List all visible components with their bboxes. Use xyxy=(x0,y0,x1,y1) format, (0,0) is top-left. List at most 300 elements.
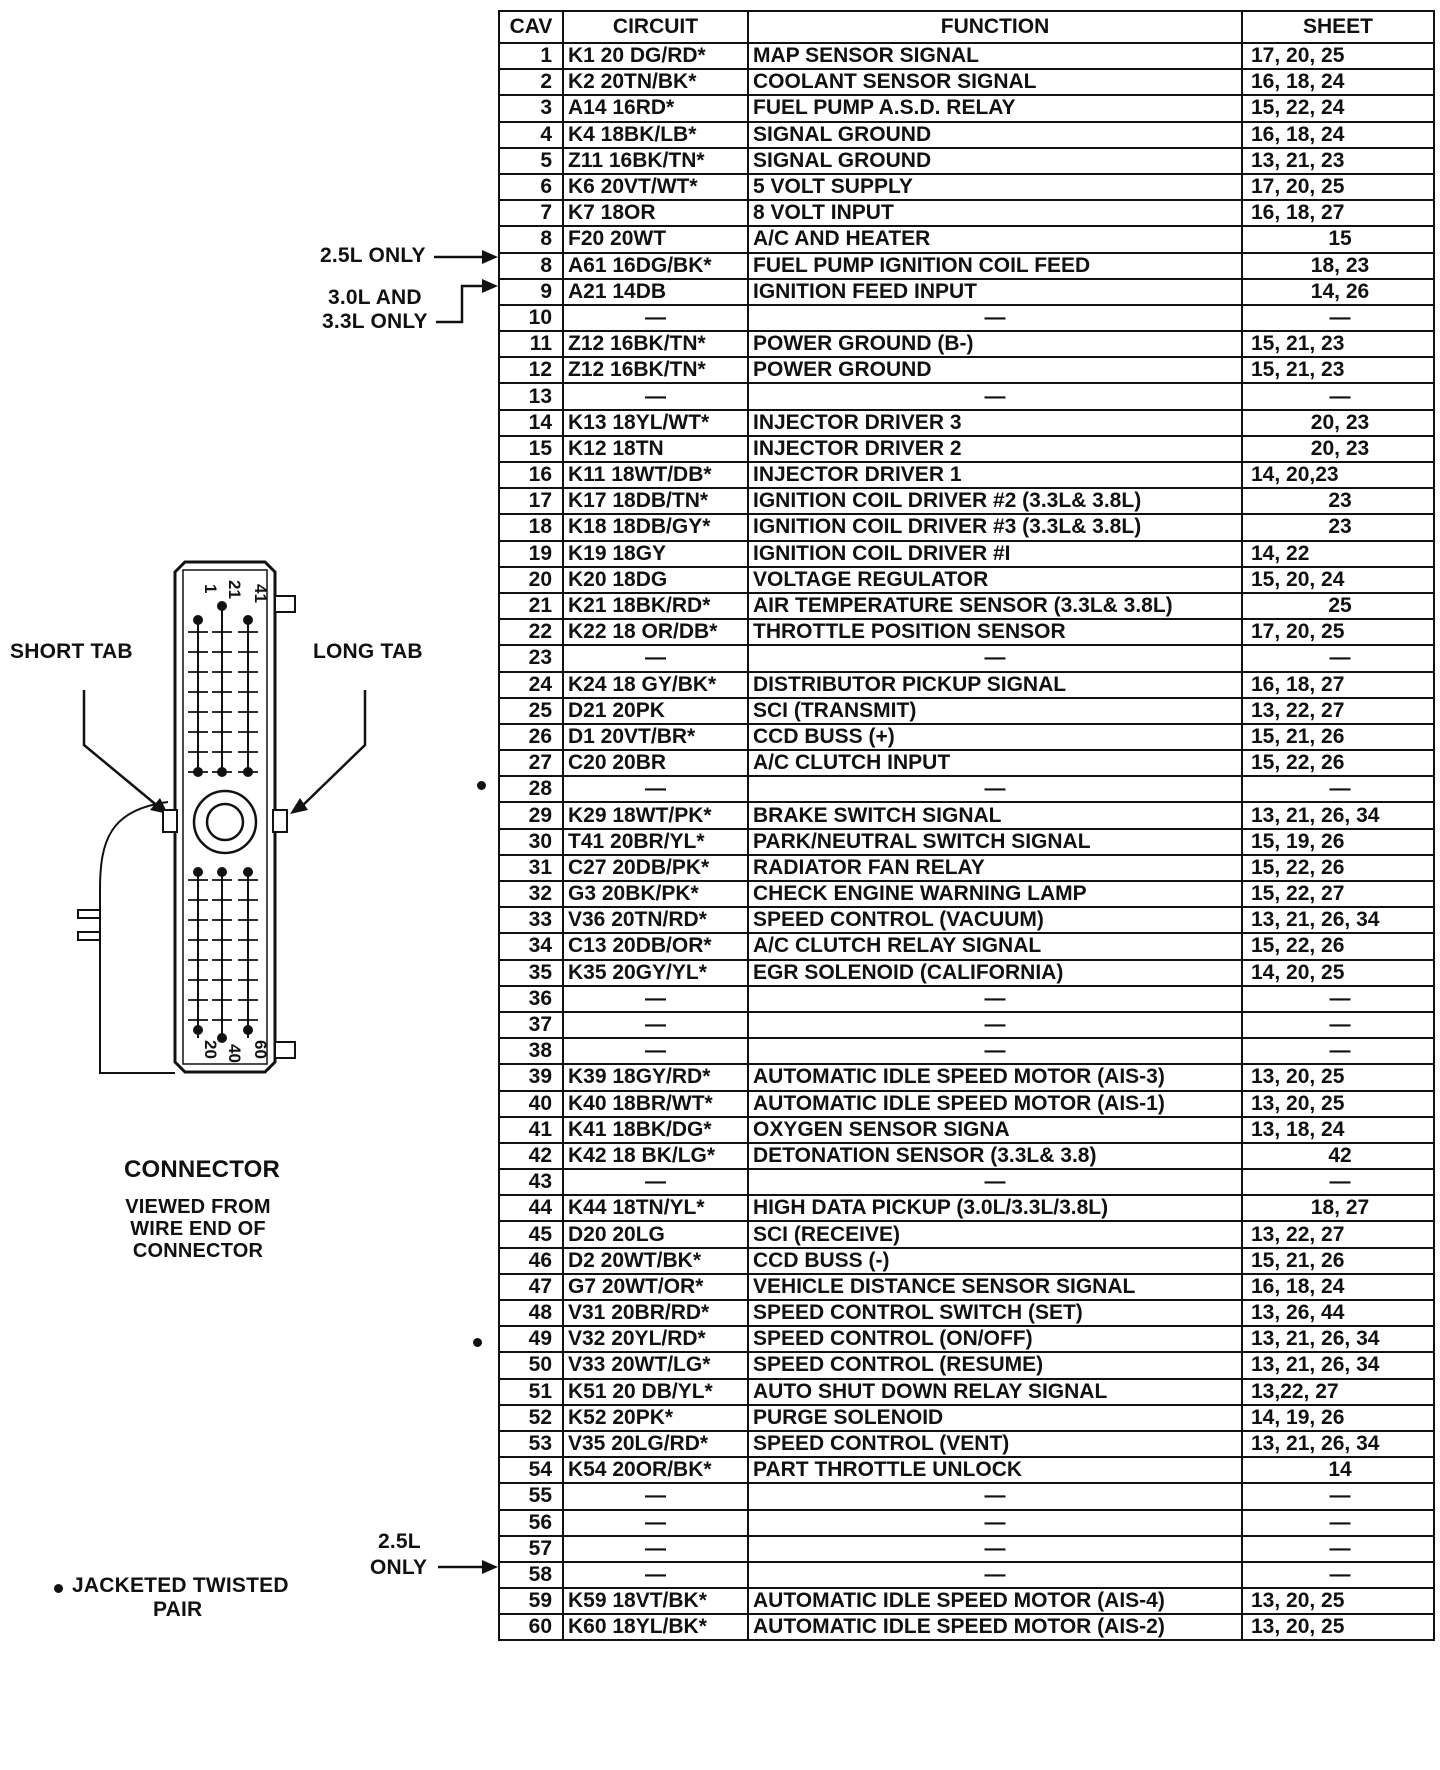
cell-sheet: 16, 18, 27 xyxy=(1242,200,1434,226)
cell-function: 5 VOLT SUPPLY xyxy=(748,174,1242,200)
cell-cav: 21 xyxy=(499,593,563,619)
table-row xyxy=(499,1483,1434,1509)
cell-function: SPEED CONTROL (ON/OFF) xyxy=(748,1326,1242,1352)
cell-circuit: — xyxy=(563,1169,748,1195)
cell-function: PARK/NEUTRAL SWITCH SIGNAL xyxy=(748,829,1242,855)
cell-circuit: K20 18DG xyxy=(563,567,748,593)
cell-sheet: — xyxy=(1242,1169,1434,1195)
cell-function: POWER GROUND xyxy=(748,357,1242,383)
cell-circuit: V33 20WT/LG* xyxy=(563,1352,748,1378)
cell-cav: 24 xyxy=(499,672,563,698)
short-tab-label: SHORT TAB xyxy=(10,640,133,663)
cell-cav: 53 xyxy=(499,1431,563,1457)
table-row xyxy=(499,1169,1434,1195)
annotation-30-33-arrow xyxy=(432,276,498,328)
cell-circuit: F20 20WT xyxy=(563,226,748,252)
cell-circuit: — xyxy=(563,645,748,671)
cell-sheet: 18, 27 xyxy=(1242,1195,1434,1221)
table-row xyxy=(499,410,1434,436)
cell-sheet: 13, 20, 25 xyxy=(1242,1091,1434,1117)
header-circuit: CIRCUIT xyxy=(563,11,748,43)
cell-sheet: — xyxy=(1242,383,1434,409)
legend-line1: JACKETED TWISTED xyxy=(72,1574,289,1597)
cell-circuit: K24 18 GY/BK* xyxy=(563,672,748,698)
cell-sheet: 14, 20,23 xyxy=(1242,462,1434,488)
cell-cav: 35 xyxy=(499,960,563,986)
table-row xyxy=(499,1431,1434,1457)
table-row xyxy=(499,1195,1434,1221)
table-row xyxy=(499,541,1434,567)
cell-cav: 19 xyxy=(499,541,563,567)
header-function: FUNCTION xyxy=(748,11,1242,43)
cell-function: — xyxy=(748,305,1242,331)
cell-sheet: 13, 20, 25 xyxy=(1242,1064,1434,1090)
cell-cav: 51 xyxy=(499,1379,563,1405)
cell-circuit: K42 18 BK/LG* xyxy=(563,1143,748,1169)
cell-circuit: K59 18VT/BK* xyxy=(563,1588,748,1614)
cell-cav: 58 xyxy=(499,1562,563,1588)
cell-circuit: — xyxy=(563,1536,748,1562)
cell-function: FUEL PUMP IGNITION COIL FEED xyxy=(748,253,1242,279)
side-latch-1 xyxy=(78,910,100,918)
cell-circuit: G3 20BK/PK* xyxy=(563,881,748,907)
cell-sheet: 13, 26, 44 xyxy=(1242,1300,1434,1326)
table-row xyxy=(499,174,1434,200)
cell-cav: 2 xyxy=(499,69,563,95)
cell-function: IGNITION COIL DRIVER #2 (3.3L& 3.8L) xyxy=(748,488,1242,514)
table-row xyxy=(499,1038,1434,1064)
cell-cav: 47 xyxy=(499,1274,563,1300)
cell-cav: 25 xyxy=(499,698,563,724)
cell-cav: 18 xyxy=(499,514,563,540)
table-row xyxy=(499,200,1434,226)
cell-cav: 27 xyxy=(499,750,563,776)
cell-circuit: K6 20VT/WT* xyxy=(563,174,748,200)
table-row xyxy=(499,619,1434,645)
cell-cav: 56 xyxy=(499,1510,563,1536)
cell-function: A/C AND HEATER xyxy=(748,226,1242,252)
cell-circuit: A21 14DB xyxy=(563,279,748,305)
cell-cav: 44 xyxy=(499,1195,563,1221)
cell-sheet: 14, 19, 26 xyxy=(1242,1405,1434,1431)
table-row xyxy=(499,1379,1434,1405)
annotation-25l-bottom-line2: ONLY xyxy=(370,1556,428,1579)
connector-subtitle xyxy=(118,1196,278,1262)
cell-cav: 59 xyxy=(499,1588,563,1614)
table-row xyxy=(499,645,1434,671)
cell-function: THROTTLE POSITION SENSOR xyxy=(748,619,1242,645)
table-row xyxy=(499,279,1434,305)
cell-cav: 52 xyxy=(499,1405,563,1431)
table-row xyxy=(499,148,1434,174)
cell-circuit: — xyxy=(563,1038,748,1064)
cell-sheet: 20, 23 xyxy=(1242,436,1434,462)
cell-cav: 26 xyxy=(499,724,563,750)
cell-circuit: C27 20DB/PK* xyxy=(563,855,748,881)
cell-circuit: Z11 16BK/TN* xyxy=(563,148,748,174)
cell-function: COOLANT SENSOR SIGNAL xyxy=(748,69,1242,95)
long-tab-label: LONG TAB xyxy=(313,640,423,663)
cell-cav: 39 xyxy=(499,1064,563,1090)
cell-circuit: C20 20BR xyxy=(563,750,748,776)
cell-sheet: — xyxy=(1242,1510,1434,1536)
cell-function: DETONATION SENSOR (3.3L& 3.8) xyxy=(748,1143,1242,1169)
cell-cav: 36 xyxy=(499,986,563,1012)
long-tab xyxy=(273,810,287,832)
cell-function: — xyxy=(748,1536,1242,1562)
cell-circuit: K2 20TN/BK* xyxy=(563,69,748,95)
connector-diagram xyxy=(0,540,440,1100)
cell-cav: 33 xyxy=(499,907,563,933)
table-row xyxy=(499,1274,1434,1300)
cell-function: IGNITION COIL DRIVER #I xyxy=(748,541,1242,567)
cell-sheet: 13, 21, 26, 34 xyxy=(1242,1352,1434,1378)
cell-circuit: V32 20YL/RD* xyxy=(563,1326,748,1352)
cell-sheet: — xyxy=(1242,1562,1434,1588)
table-row xyxy=(499,672,1434,698)
cell-function: EGR SOLENOID (CALIFORNIA) xyxy=(748,960,1242,986)
cell-circuit: V31 20BR/RD* xyxy=(563,1300,748,1326)
cell-cav: 34 xyxy=(499,933,563,959)
cell-sheet: — xyxy=(1242,645,1434,671)
cell-sheet: 13, 20, 25 xyxy=(1242,1614,1434,1640)
cell-function: IGNITION COIL DRIVER #3 (3.3L& 3.8L) xyxy=(748,514,1242,540)
cell-sheet: — xyxy=(1242,1536,1434,1562)
harness-outline xyxy=(100,802,175,1073)
table-row xyxy=(499,488,1434,514)
table-row xyxy=(499,567,1434,593)
cell-function: DISTRIBUTOR PICKUP SIGNAL xyxy=(748,672,1242,698)
cell-cav: 49 xyxy=(499,1326,563,1352)
cell-function: — xyxy=(748,986,1242,1012)
pin-label-21: 21 xyxy=(225,580,244,599)
cell-function: BRAKE SWITCH SIGNAL xyxy=(748,802,1242,828)
cell-sheet: 16, 18, 27 xyxy=(1242,672,1434,698)
table-row xyxy=(499,1588,1434,1614)
cell-function: IGNITION FEED INPUT xyxy=(748,279,1242,305)
cell-sheet: 25 xyxy=(1242,593,1434,619)
cell-function: SPEED CONTROL (RESUME) xyxy=(748,1352,1242,1378)
cell-cav: 5 xyxy=(499,148,563,174)
cell-circuit: — xyxy=(563,1012,748,1038)
cell-circuit: D1 20VT/BR* xyxy=(563,724,748,750)
cell-circuit: D20 20LG xyxy=(563,1221,748,1247)
cell-function: RADIATOR FAN RELAY xyxy=(748,855,1242,881)
table-row xyxy=(499,855,1434,881)
cell-circuit: T41 20BR/YL* xyxy=(563,829,748,855)
table-row xyxy=(499,1405,1434,1431)
cell-cav: 48 xyxy=(499,1300,563,1326)
cell-cav: 14 xyxy=(499,410,563,436)
cell-cav: 23 xyxy=(499,645,563,671)
cell-cav: 55 xyxy=(499,1483,563,1509)
header-cav: CAV xyxy=(499,11,563,43)
cell-cav: 9 xyxy=(499,279,563,305)
cell-sheet: 23 xyxy=(1242,514,1434,540)
cell-function: SCI (RECEIVE) xyxy=(748,1221,1242,1247)
cell-sheet: 14, 26 xyxy=(1242,279,1434,305)
cell-sheet: 15, 21, 23 xyxy=(1242,357,1434,383)
table-row xyxy=(499,1562,1434,1588)
table-row xyxy=(499,802,1434,828)
cell-cav: 3 xyxy=(499,95,563,121)
cell-function: PURGE SOLENOID xyxy=(748,1405,1242,1431)
cell-sheet: 15, 20, 24 xyxy=(1242,567,1434,593)
cell-circuit: A61 16DG/BK* xyxy=(563,253,748,279)
table-row xyxy=(499,1091,1434,1117)
cell-function: AUTOMATIC IDLE SPEED MOTOR (AIS-1) xyxy=(748,1091,1242,1117)
cell-cav: 57 xyxy=(499,1536,563,1562)
table-row xyxy=(499,1352,1434,1378)
cell-sheet: 15, 21, 23 xyxy=(1242,331,1434,357)
cell-circuit: — xyxy=(563,1483,748,1509)
cell-function: INJECTOR DRIVER 1 xyxy=(748,462,1242,488)
connector-subtitle-line: CONNECTOR xyxy=(132,1240,264,1262)
annotation-25l-bottom-line1: 2.5L xyxy=(378,1530,421,1553)
cell-circuit: — xyxy=(563,1562,748,1588)
cell-cav: 32 xyxy=(499,881,563,907)
cell-circuit: K52 20PK* xyxy=(563,1405,748,1431)
cell-function: SPEED CONTROL (VENT) xyxy=(748,1431,1242,1457)
table-row xyxy=(499,1614,1434,1640)
cell-cav: 41 xyxy=(499,1117,563,1143)
cell-circuit: K51 20 DB/YL* xyxy=(563,1379,748,1405)
table-row xyxy=(499,1326,1434,1352)
cell-cav: 40 xyxy=(499,1091,563,1117)
table-row xyxy=(499,305,1434,331)
cell-sheet: — xyxy=(1242,1012,1434,1038)
cell-circuit: V36 20TN/RD* xyxy=(563,907,748,933)
cell-cav: 6 xyxy=(499,174,563,200)
connector-subtitle-line: VIEWED FROM xyxy=(125,1196,271,1218)
cell-sheet: 17, 20, 25 xyxy=(1242,43,1434,69)
cell-sheet: 14, 22 xyxy=(1242,541,1434,567)
cell-circuit: K22 18 OR/DB* xyxy=(563,619,748,645)
short-tab xyxy=(163,810,177,832)
cell-circuit: — xyxy=(563,1510,748,1536)
table-row xyxy=(499,750,1434,776)
cell-function: MAP SENSOR SIGNAL xyxy=(748,43,1242,69)
cell-circuit: K12 18TN xyxy=(563,436,748,462)
cell-circuit: K1 20 DG/RD* xyxy=(563,43,748,69)
cell-sheet: 18, 23 xyxy=(1242,253,1434,279)
table-row xyxy=(499,1536,1434,1562)
cell-cav: 7 xyxy=(499,200,563,226)
cell-function: — xyxy=(748,1510,1242,1536)
table-row xyxy=(499,724,1434,750)
short-tab-leader xyxy=(84,690,160,808)
cell-sheet: 23 xyxy=(1242,488,1434,514)
cell-circuit: K7 18OR xyxy=(563,200,748,226)
cell-function: SIGNAL GROUND xyxy=(748,148,1242,174)
cell-cav: 1 xyxy=(499,43,563,69)
cell-circuit: K29 18WT/PK* xyxy=(563,802,748,828)
cell-function: AUTOMATIC IDLE SPEED MOTOR (AIS-4) xyxy=(748,1588,1242,1614)
cell-cav: 38 xyxy=(499,1038,563,1064)
table-row xyxy=(499,331,1434,357)
cell-function: A/C CLUTCH INPUT xyxy=(748,750,1242,776)
table-row xyxy=(499,829,1434,855)
cell-sheet: 16, 18, 24 xyxy=(1242,122,1434,148)
cell-function: SPEED CONTROL (VACUUM) xyxy=(748,907,1242,933)
cell-cav: 29 xyxy=(499,802,563,828)
cell-circuit: — xyxy=(563,776,748,802)
cell-circuit: G7 20WT/OR* xyxy=(563,1274,748,1300)
cell-sheet: 13, 21, 26, 34 xyxy=(1242,907,1434,933)
cell-function: CHECK ENGINE WARNING LAMP xyxy=(748,881,1242,907)
cell-circuit: K54 20OR/BK* xyxy=(563,1457,748,1483)
cell-sheet: 13, 21, 26, 34 xyxy=(1242,802,1434,828)
cell-function: INJECTOR DRIVER 3 xyxy=(748,410,1242,436)
cell-sheet: 15, 22, 26 xyxy=(1242,855,1434,881)
cell-function: AUTO SHUT DOWN RELAY SIGNAL xyxy=(748,1379,1242,1405)
table-row xyxy=(499,698,1434,724)
annotation-25l-only: 2.5L ONLY xyxy=(320,244,426,267)
cell-function: SPEED CONTROL SWITCH (SET) xyxy=(748,1300,1242,1326)
cell-cav: 12 xyxy=(499,357,563,383)
pin-label-40: 40 xyxy=(225,1044,244,1063)
table-row xyxy=(499,122,1434,148)
table-row xyxy=(499,69,1434,95)
connector-bolt-inner xyxy=(207,804,243,840)
cell-sheet: 13, 21, 26, 34 xyxy=(1242,1431,1434,1457)
cell-sheet: 15, 22, 24 xyxy=(1242,95,1434,121)
header-sheet: SHEET xyxy=(1242,11,1434,43)
pin-label-20: 20 xyxy=(201,1040,220,1059)
cell-sheet: 13, 21, 26, 34 xyxy=(1242,1326,1434,1352)
pin-label-1: 1 xyxy=(201,584,220,594)
table-row xyxy=(499,986,1434,1012)
bottom-tab xyxy=(275,1042,295,1058)
cell-cav: 8 xyxy=(499,253,563,279)
table-row xyxy=(499,593,1434,619)
cell-circuit: — xyxy=(563,305,748,331)
cell-circuit: D21 20PK xyxy=(563,698,748,724)
cell-cav: 10 xyxy=(499,305,563,331)
cell-function: — xyxy=(748,645,1242,671)
cell-sheet: 14 xyxy=(1242,1457,1434,1483)
cell-circuit: K40 18BR/WT* xyxy=(563,1091,748,1117)
cell-cav: 54 xyxy=(499,1457,563,1483)
table-row xyxy=(499,1457,1434,1483)
legend-bullet-icon xyxy=(54,1584,63,1593)
table-row xyxy=(499,436,1434,462)
side-latch-2 xyxy=(78,932,100,940)
cell-circuit: K19 18GY xyxy=(563,541,748,567)
cell-cav: 13 xyxy=(499,383,563,409)
cell-cav: 46 xyxy=(499,1248,563,1274)
table-row xyxy=(499,1510,1434,1536)
cell-function: AUTOMATIC IDLE SPEED MOTOR (AIS-2) xyxy=(748,1614,1242,1640)
cell-sheet: 15, 22, 26 xyxy=(1242,750,1434,776)
cell-sheet: 13, 18, 24 xyxy=(1242,1117,1434,1143)
cell-cav: 11 xyxy=(499,331,563,357)
table-row xyxy=(499,514,1434,540)
table-row xyxy=(499,43,1434,69)
table-row xyxy=(499,1064,1434,1090)
cell-function: AUTOMATIC IDLE SPEED MOTOR (AIS-3) xyxy=(748,1064,1242,1090)
cell-function: — xyxy=(748,1012,1242,1038)
cell-sheet: — xyxy=(1242,776,1434,802)
cell-sheet: 17, 20, 25 xyxy=(1242,619,1434,645)
table-row xyxy=(499,1248,1434,1274)
cell-sheet: 15, 22, 27 xyxy=(1242,881,1434,907)
cell-sheet: 13, 20, 25 xyxy=(1242,1588,1434,1614)
cell-function: — xyxy=(748,1483,1242,1509)
pinout-table xyxy=(498,10,1435,1641)
cell-function: CCD BUSS (-) xyxy=(748,1248,1242,1274)
cell-circuit: K4 18BK/LB* xyxy=(563,122,748,148)
legend-line2: PAIR xyxy=(153,1598,203,1621)
table-row xyxy=(499,776,1434,802)
table-row xyxy=(499,1221,1434,1247)
cell-cav: 15 xyxy=(499,436,563,462)
cell-function: — xyxy=(748,383,1242,409)
long-tab-leader xyxy=(300,690,365,808)
cell-circuit: K41 18BK/DG* xyxy=(563,1117,748,1143)
cell-cav: 50 xyxy=(499,1352,563,1378)
table-row xyxy=(499,383,1434,409)
twisted-pair-bullet-icon xyxy=(477,781,486,790)
pin-label-41: 41 xyxy=(251,584,270,603)
cell-circuit: K35 20GY/YL* xyxy=(563,960,748,986)
cell-circuit: K44 18TN/YL* xyxy=(563,1195,748,1221)
cell-sheet: — xyxy=(1242,1483,1434,1509)
table-row xyxy=(499,1300,1434,1326)
cell-cav: 22 xyxy=(499,619,563,645)
cell-sheet: 13, 22, 27 xyxy=(1242,1221,1434,1247)
cell-sheet: — xyxy=(1242,305,1434,331)
table-row xyxy=(499,462,1434,488)
cell-circuit: C13 20DB/OR* xyxy=(563,933,748,959)
cell-cav: 42 xyxy=(499,1143,563,1169)
cell-cav: 60 xyxy=(499,1614,563,1640)
cell-function: CCD BUSS (+) xyxy=(748,724,1242,750)
cell-sheet: 17, 20, 25 xyxy=(1242,174,1434,200)
table-row xyxy=(499,960,1434,986)
cell-sheet: 13,22, 27 xyxy=(1242,1379,1434,1405)
cell-sheet: 16, 18, 24 xyxy=(1242,69,1434,95)
cell-circuit: V35 20LG/RD* xyxy=(563,1431,748,1457)
cell-function: — xyxy=(748,776,1242,802)
cell-circuit: A14 16RD* xyxy=(563,95,748,121)
cell-function: SCI (TRANSMIT) xyxy=(748,698,1242,724)
cell-cav: 37 xyxy=(499,1012,563,1038)
table-header-row xyxy=(499,11,1434,43)
table-row xyxy=(499,1012,1434,1038)
cell-sheet: 15, 21, 26 xyxy=(1242,1248,1434,1274)
cell-sheet: 42 xyxy=(1242,1143,1434,1169)
table-row xyxy=(499,933,1434,959)
cell-function: SIGNAL GROUND xyxy=(748,122,1242,148)
cell-circuit: — xyxy=(563,383,748,409)
cell-function: A/C CLUTCH RELAY SIGNAL xyxy=(748,933,1242,959)
table-row xyxy=(499,1117,1434,1143)
cell-sheet: 16, 18, 24 xyxy=(1242,1274,1434,1300)
table-row xyxy=(499,226,1434,252)
connector-subtitle-line: WIRE END OF xyxy=(130,1218,266,1240)
cell-function: 8 VOLT INPUT xyxy=(748,200,1242,226)
cell-sheet: — xyxy=(1242,986,1434,1012)
long-tab-arrow xyxy=(290,798,308,814)
twisted-pair-bullet-icon xyxy=(473,1338,482,1347)
cell-sheet: 13, 21, 23 xyxy=(1242,148,1434,174)
cell-function: — xyxy=(748,1562,1242,1588)
cell-cav: 45 xyxy=(499,1221,563,1247)
table-row xyxy=(499,881,1434,907)
cell-function: PART THROTTLE UNLOCK xyxy=(748,1457,1242,1483)
cell-cav: 4 xyxy=(499,122,563,148)
